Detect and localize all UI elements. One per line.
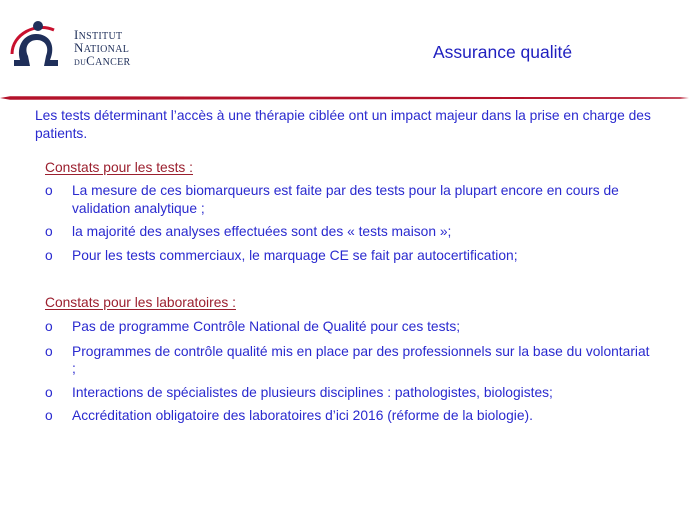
tests-section-heading: Constats pour les tests : — [45, 160, 193, 175]
bullet-icon: o — [45, 183, 53, 198]
logo-wordmark: INSTITUT NATIONAL DUCANCER — [74, 27, 131, 68]
list-item: o Interactions de spécialistes de plusieurs disciplines : pathologistes, biologistes; — [45, 384, 553, 400]
intro-paragraph: Les tests déterminant l’accès à une thérapie ciblée ont un impact majeur dans la prise en charge des patients. — [35, 108, 651, 141]
list-item: o Programmes de contrôle qualité mis en place par des professionnels sur la base du volontariat ; — [45, 343, 650, 376]
bullet-icon: o — [45, 384, 53, 400]
bullet-icon: o — [45, 319, 53, 334]
list-item: o Accréditation obligatoire des laboratoires d’ici 2016 (réforme de la biologie). — [45, 408, 533, 423]
institut-national-du-cancer-logo — [6, 16, 136, 74]
logo-emblem-icon — [6, 16, 70, 74]
list-item: o la majorité des analyses effectuées sont des « tests maison »; — [45, 224, 452, 239]
labs-section-heading: Constats pour les laboratoires : — [45, 295, 236, 310]
slide-title: Assurance qualité — [433, 42, 573, 62]
list-item: o Pas de programme Contrôle National de Qualité pour ces tests; — [45, 319, 461, 334]
bullet-icon: o — [45, 247, 53, 263]
labs-bullet-list — [35, 318, 655, 425]
list-item: o La mesure de ces biomarqueurs est faite par des tests pour la plupart encore en cours de validation analytique ; — [45, 183, 619, 216]
slide-body — [35, 107, 655, 425]
bullet-icon: o — [45, 408, 53, 423]
header-divider — [0, 93, 689, 103]
bullet-icon: o — [45, 343, 53, 359]
bullet-icon: o — [45, 224, 53, 239]
tests-bullet-list — [35, 182, 655, 264]
list-item: o Pour les tests commerciaux, le marquage CE se fait par autocertification; — [45, 247, 518, 263]
